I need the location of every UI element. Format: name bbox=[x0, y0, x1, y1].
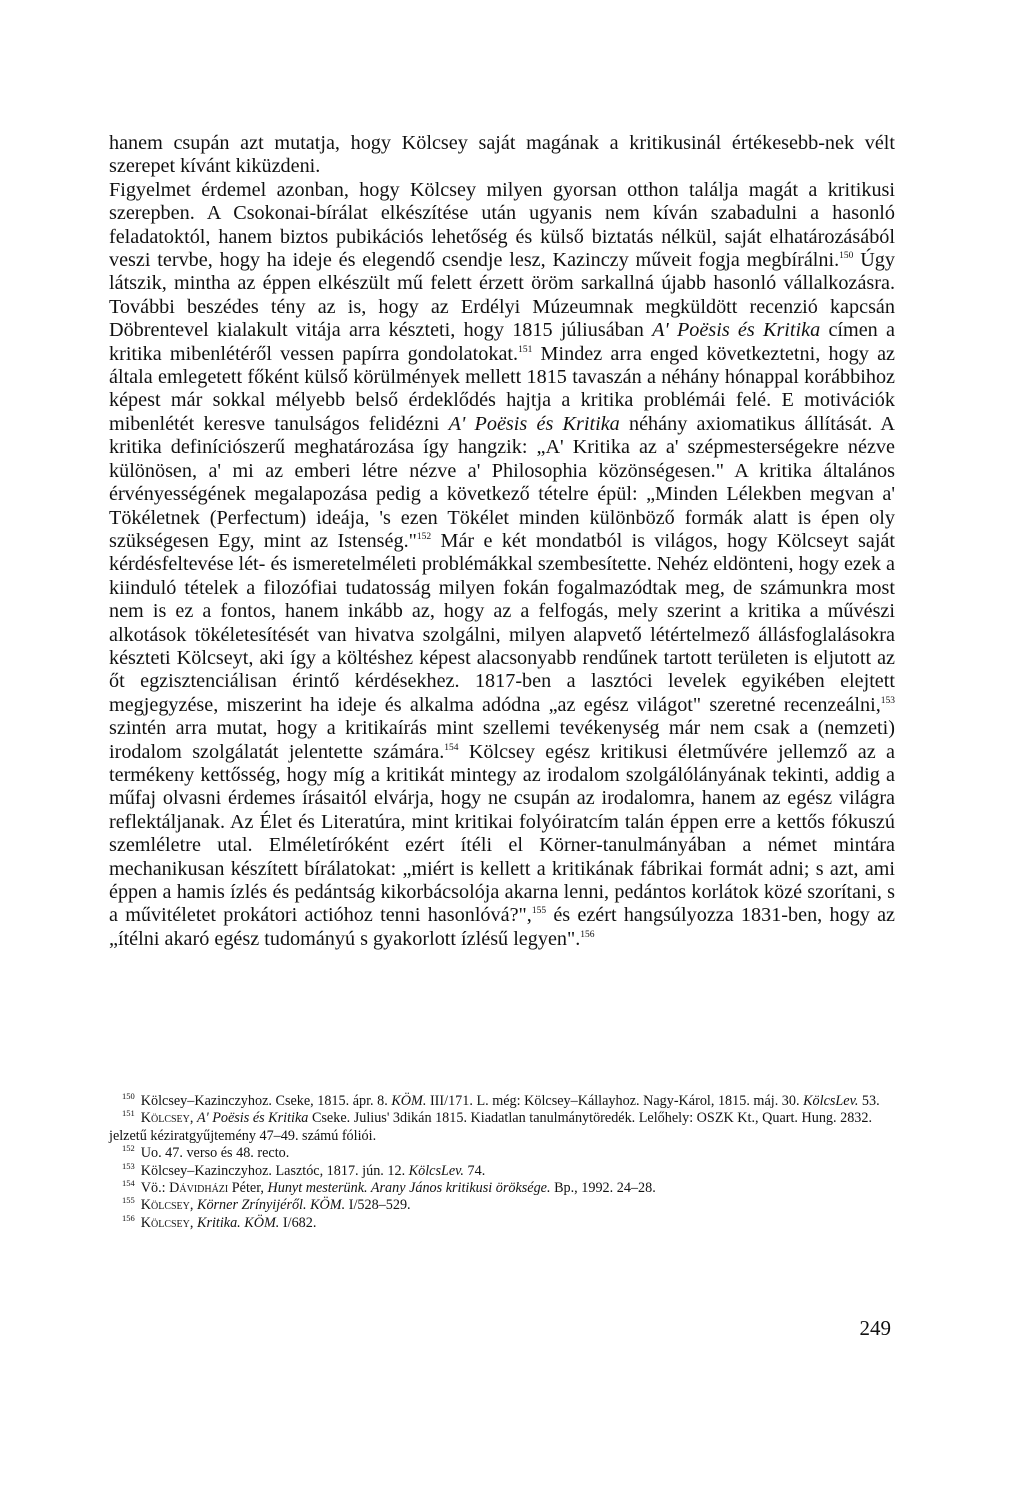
footnote-number: 154 bbox=[122, 1178, 135, 1189]
italic-text: Körner Zrínyijéről. KÖM. bbox=[196, 1197, 346, 1214]
italic-text: Kritika. KÖM. bbox=[196, 1214, 280, 1231]
text-run: , bbox=[189, 1214, 197, 1231]
text-run: szintén arra mutat, hogy a kritikaírás mint szellemi tevékenység már nem csak a (nemzeti) irodalom szolgálatát jelentette számára. bbox=[109, 717, 895, 763]
footnote-ref: 155 bbox=[531, 906, 547, 917]
text-run: Úgy látszik, mintha az éppen elkészült mű felett érzett öröm sarkallná újabb hasonló vállalkozásra. További beszédes tény az is, hogy az Erdélyi Múzeumnak megküldött recenzió kapcsán Döbrentevel kialakult vitája arra készteti, hogy 1815 júliusában bbox=[109, 249, 895, 342]
footnote-indent bbox=[109, 1093, 122, 1109]
body-text bbox=[109, 132, 895, 951]
text-run: hanem csupán azt mutatja, hogy Kölcsey saját magának a kritikusinál értékesebb-nek vélt szerepet kívánt kiküzdeni. bbox=[109, 132, 895, 178]
footnote-ref: 154 bbox=[444, 742, 459, 753]
footnote bbox=[109, 1145, 895, 1162]
text-run: Péter, bbox=[228, 1180, 268, 1197]
italic-text: A' Poësis és Kritika bbox=[652, 319, 821, 342]
footnote bbox=[109, 1160, 895, 1180]
footnotes bbox=[109, 1093, 895, 1232]
footnote-indent bbox=[109, 1163, 122, 1179]
text-run: Kölcsey–Kazinczyhoz. Lasztóc, 1817. jún. 12. bbox=[140, 1162, 409, 1179]
text-run: Bp., 1992. 24–28. bbox=[550, 1180, 656, 1197]
footnote-number: 151 bbox=[122, 1108, 135, 1119]
text-run: I/528–529. bbox=[345, 1197, 411, 1214]
footnote-indent bbox=[109, 1197, 122, 1213]
footnote bbox=[109, 1212, 895, 1232]
text-run: , bbox=[189, 1110, 197, 1127]
text-run: III/171. L. még: Kölcsey–Kállayhoz. Nagy-Károl, 1815. máj. 30. bbox=[426, 1093, 804, 1109]
footnote-ref: 150 bbox=[839, 251, 854, 262]
paragraph bbox=[109, 179, 895, 951]
text-run: Már e két mondatból is világos, hogy Kölcseyt saját kérdésfeltevése lét- és ismeretelméleti problémákkal szembesítette. Nehéz eldönteni, hogy ezek a kiinduló tételek a filozófiai tudatosság milyen fokán fogalmazódtak meg, de számunkra most nem is ez a fontos, hanem inkább az, hogy az a felfogás, mely szerint a kritika a művészi alkotások tökéletesítését van hivatva szolgálni, milyen alapvető létértelmező állásfoglalásokra készteti Kölcseyt, aki így a költéshez képest alacsonyabb rendűnek tartott területen is eljutott az őt egzisztenciálisan érintő kérdésekhez. 1817-ben a lasztóci levelek egyikében elejtett megjegyzése, miszerint ha ideje és alkalma adódna „az egész világot" szeretné recenzeálni, bbox=[109, 529, 896, 716]
text-run: címen a kritika mibenlétéről vessen papírra gondolatokat. bbox=[109, 319, 895, 365]
text-run: 74. bbox=[463, 1162, 486, 1179]
footnote bbox=[109, 1180, 895, 1197]
author-name: Kölcsey bbox=[140, 1110, 190, 1127]
footnote-number: 153 bbox=[122, 1160, 135, 1171]
italic-text: A' Poësis és Kritika bbox=[196, 1110, 309, 1127]
author-name: Kölcsey bbox=[140, 1214, 190, 1231]
footnote-indent bbox=[109, 1215, 122, 1231]
footnote bbox=[109, 1197, 895, 1214]
italic-text: Hunyt mesterünk. Arany János kritikusi öröksége. bbox=[267, 1180, 551, 1197]
page-number: 249 bbox=[859, 1316, 891, 1340]
text-run: , bbox=[189, 1197, 197, 1214]
text-run: Kölcsey egész kritikusi életművére jellemző az a termékeny kettősség, hogy míg a kritikát mintegy az irodalom szolgálólányának tekinti, addig a műfaj olvasni érdemes írásaitól elvárja, hogy ne csupán az irodalomra, hanem az egész világra reflektáljanak. Az Élet és Literatúra, mint kritikai folyóiratcím talán éppen erre a kettős fókuszú szemléletre utal. Elméletíróként ezért ítéli el Körner-tanulmányában a német mintára mechanikusan készített bírálatokat: „miért is kellett a kritikának fábrikai formát adni; s azt, ami éppen a hamis ízlés és pedántság kikorbácsolója akarna lenni, pedántos korlátok közé szorítani, s a művitéletet prokátori actióhoz tenni hasonlóvá?", bbox=[109, 740, 895, 927]
author-name: Kölcsey bbox=[140, 1197, 190, 1214]
text-run: és ezért hangsúlyozza 1831-ben, hogy az „ítélni akaró egész tudományú s gyakorlott ízlésű legyen". bbox=[109, 904, 896, 950]
text-run: I/682. bbox=[279, 1214, 317, 1231]
footnote bbox=[109, 1093, 895, 1110]
italic-text: KölcsLev. bbox=[408, 1162, 464, 1179]
author-name: Dávidházi bbox=[169, 1180, 229, 1197]
footnote-indent bbox=[109, 1145, 122, 1161]
text-run: Mindez arra enged következtetni, hogy az általa emlegetett főként külső körülmények mellett 1815 tavaszán a néhány hónappal korábbihoz képest már sokkal mélyebb belső érdeklődés hajtja a kritika problémái felé. E motivációk mibenlétét keresve tanulságos felidézni bbox=[109, 342, 895, 435]
footnote-number: 152 bbox=[122, 1143, 135, 1154]
text-run: Figyelmet érdemel azonban, hogy Kölcsey milyen gyorsan otthon találja magát a kritikusi szerepben. A Csokonai-bírálat elkészítése után ugyanis nem kíván szabadulni a hasonló feladatoktól, hanem biztos pubikációs lehetőség és külső biztatás nélkül, saját elhatározásából veszi tervbe, hogy ha ideje és elegendő csendje lesz, Kazinczy műveit fogja megbírálni. bbox=[109, 178, 895, 272]
text-run: néhány axiomatikus állítását. A kritika definíciószerű meghatározása így hangzik: „A' Kritika az a' szépmesterségekre nézve különösen, a' mi az emberi létre nézve a' Philosophia közönségesen." A kritika általános érvényességének megalapozása pedig a következő tételre épül: „Minden Lélekben megvan a' Tökéletnek (Perfectum) ideája, 's ezen Tökélet minden különböző formák alatt is épen oly szükségesen Egy, mint az Istenség." bbox=[109, 412, 895, 552]
footnote-ref: 151 bbox=[518, 344, 533, 355]
text-run: Uo. 47. verso és 48. recto. bbox=[140, 1145, 290, 1162]
text-run: Cseke. Julius' 3dikán 1815. Kiadatlan tanulmánytöredék. Lelőhely: OSZK Kt., Quart. Hung. 2832. jelzetű kéziratgyűjtemény 47–49. számú fóliói. bbox=[109, 1110, 873, 1144]
footnote-indent bbox=[109, 1180, 122, 1196]
italic-text: KÖM. bbox=[391, 1093, 427, 1109]
footnote-number: 150 bbox=[122, 1091, 135, 1101]
footnote bbox=[109, 1110, 895, 1145]
italic-text: A' Poësis és Kritika bbox=[448, 412, 620, 435]
paragraph bbox=[109, 132, 895, 179]
text-run: Kölcsey–Kazinczyhoz. Cseke, 1815. ápr. 8. bbox=[140, 1093, 392, 1109]
footnote-ref: 153 bbox=[880, 695, 895, 706]
footnote-number: 156 bbox=[122, 1212, 135, 1223]
footnote-indent bbox=[109, 1110, 122, 1126]
footnote-number: 155 bbox=[122, 1195, 135, 1206]
footnote-ref: 156 bbox=[580, 929, 595, 940]
text-run: 53. bbox=[858, 1093, 880, 1109]
text-run: Vö.: bbox=[140, 1180, 170, 1197]
italic-text: KölcsLev. bbox=[803, 1093, 859, 1109]
footnote-ref: 152 bbox=[416, 531, 432, 542]
